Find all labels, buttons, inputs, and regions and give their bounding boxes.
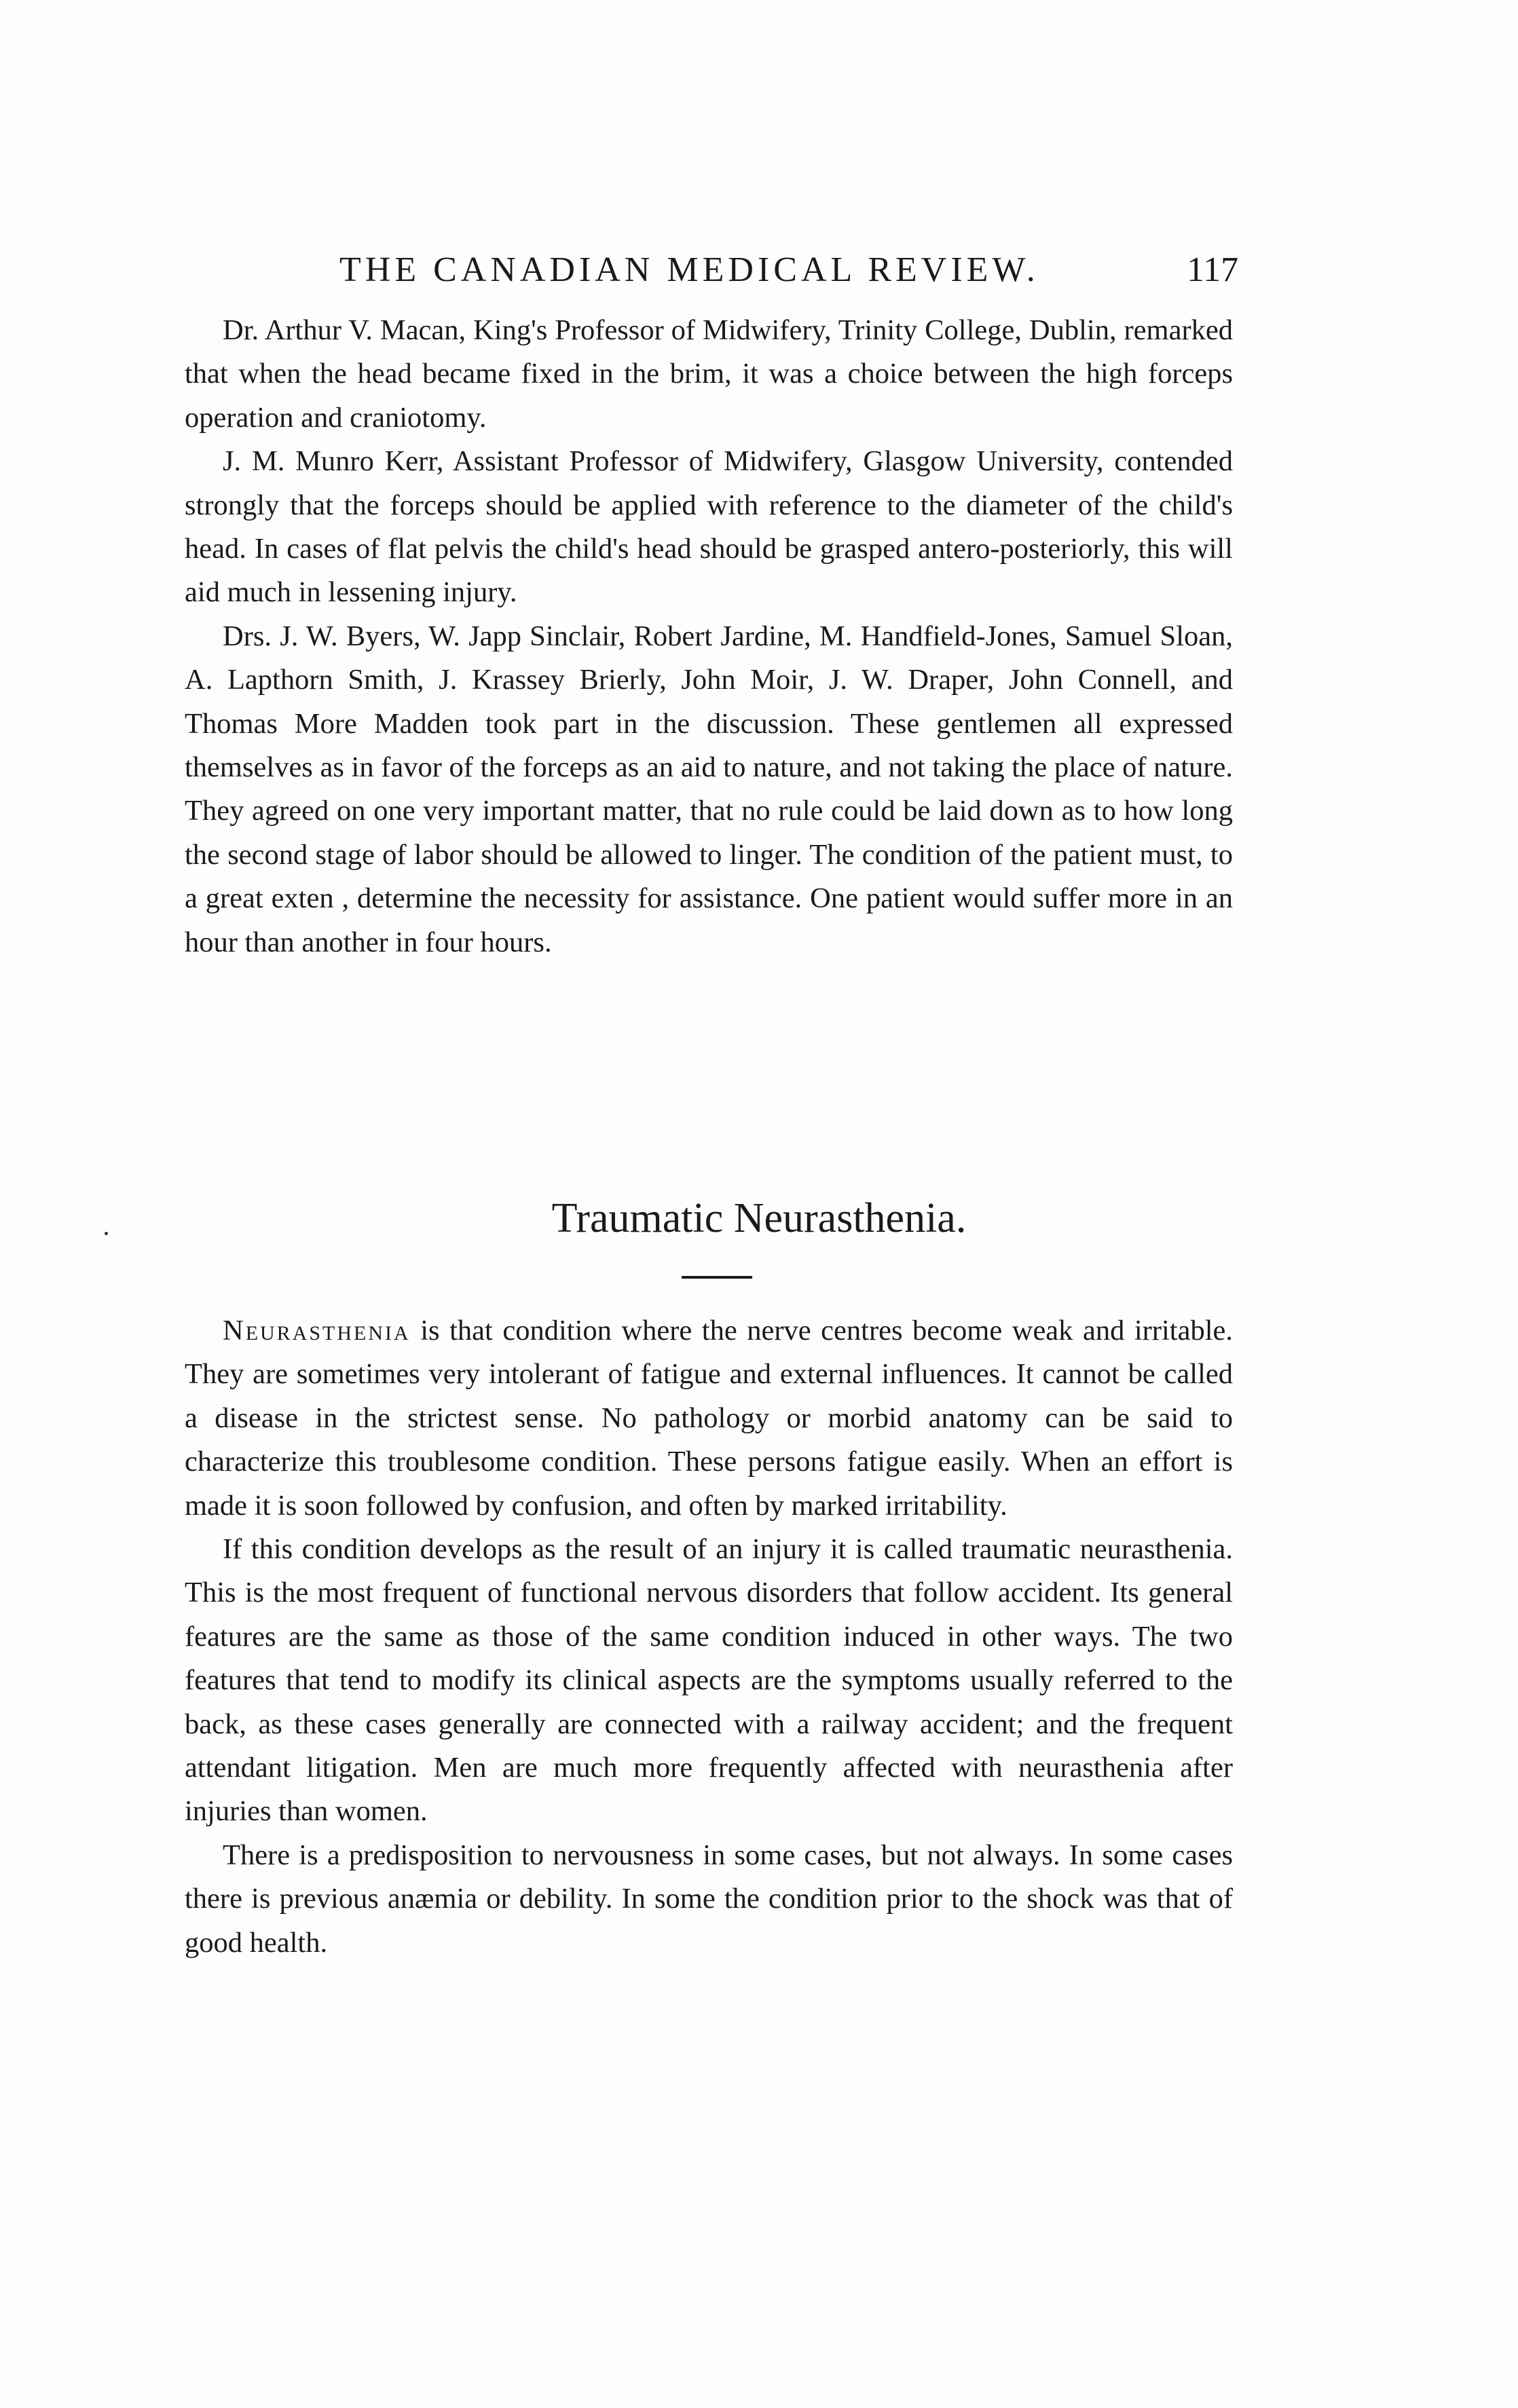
section-title: Traumatic Neurasthenia. bbox=[551, 1195, 967, 1241]
title-rule bbox=[682, 1276, 752, 1279]
journal-title: THE CANADIAN MEDICAL REVIEW. bbox=[339, 250, 1039, 289]
section-text bbox=[185, 1309, 1233, 1965]
paragraph-definition bbox=[185, 1309, 1233, 1528]
paragraph-discussion: Drs. J. W. Byers, W. Japp Sinclair, Robert Jardine, M. Handfield-Jones, Samuel Sloan, A. Lapthorn Smith, J. Krassey Brierly, John Moir, J. W. Draper, John Connell, and Thomas More Madden took part in the discussion. These gentlemen all expressed themselves as in favor of the forceps as an aid to nature, and not taking the place of nature. They agreed on one very important matter, that no rule could be laid down as to how long the second stage of labor should be allowed to linger. The condition of the patient must, to a great exten , determine the necessity for assistance. One patient would suffer more in an hour than another in four hours. bbox=[185, 620, 1233, 958]
page-number: 117 bbox=[1187, 250, 1239, 289]
lead-word: Neurasthenia bbox=[223, 1315, 411, 1347]
paragraph-traumatic: If this condition develops as the result of an injury it is called traumatic neurasthenia. This is the most frequent of functional nervous disorders that follow accident. Its general features are the same as those of the same condition induced in other ways. The two features that tend to modify its clinical aspects are the symptoms usually referred to the back, as these cases generally are connected with a railway accident; and the frequent attendant litigation. Men are much more frequently affected with neurasthenia after injuries than women. bbox=[185, 1533, 1233, 1828]
discussion-text bbox=[185, 309, 1233, 964]
running-head bbox=[0, 250, 1518, 297]
paragraph-kerr: J. M. Munro Kerr, Assistant Professor of Midwifery, Glasgow University, contended strongly that the forceps should be applied with reference to the diameter of the child's head. In cases of flat pelvis the child's head should be grasped antero-posteriorly, this will aid much in lessening injury. bbox=[185, 445, 1233, 609]
paragraph-predisposition: There is a predisposition to nervousness in some cases, but not always. In some cases there is previous anæmia or debility. In some the condition prior to the shock was that of good health. bbox=[185, 1839, 1233, 1959]
paragraph-definition-text: is that condition where the nerve centres become weak and irritable. They are sometimes very intolerant of fatigue and external influences. It cannot be called a disease in the strictest sense. No pathology or morbid anatomy can be said to characterize this troublesome condition. These persons fatigue easily. When an effort is made it is soon followed by confusion, and often by marked irritability. bbox=[185, 1315, 1233, 1522]
paragraph-macan: Dr. Arthur V. Macan, King's Professor of Midwifery, Trinity College, Dublin, remarked that when the head became fixed in the brim, it was a choice between the high forceps operation and craniotomy. bbox=[185, 314, 1233, 434]
